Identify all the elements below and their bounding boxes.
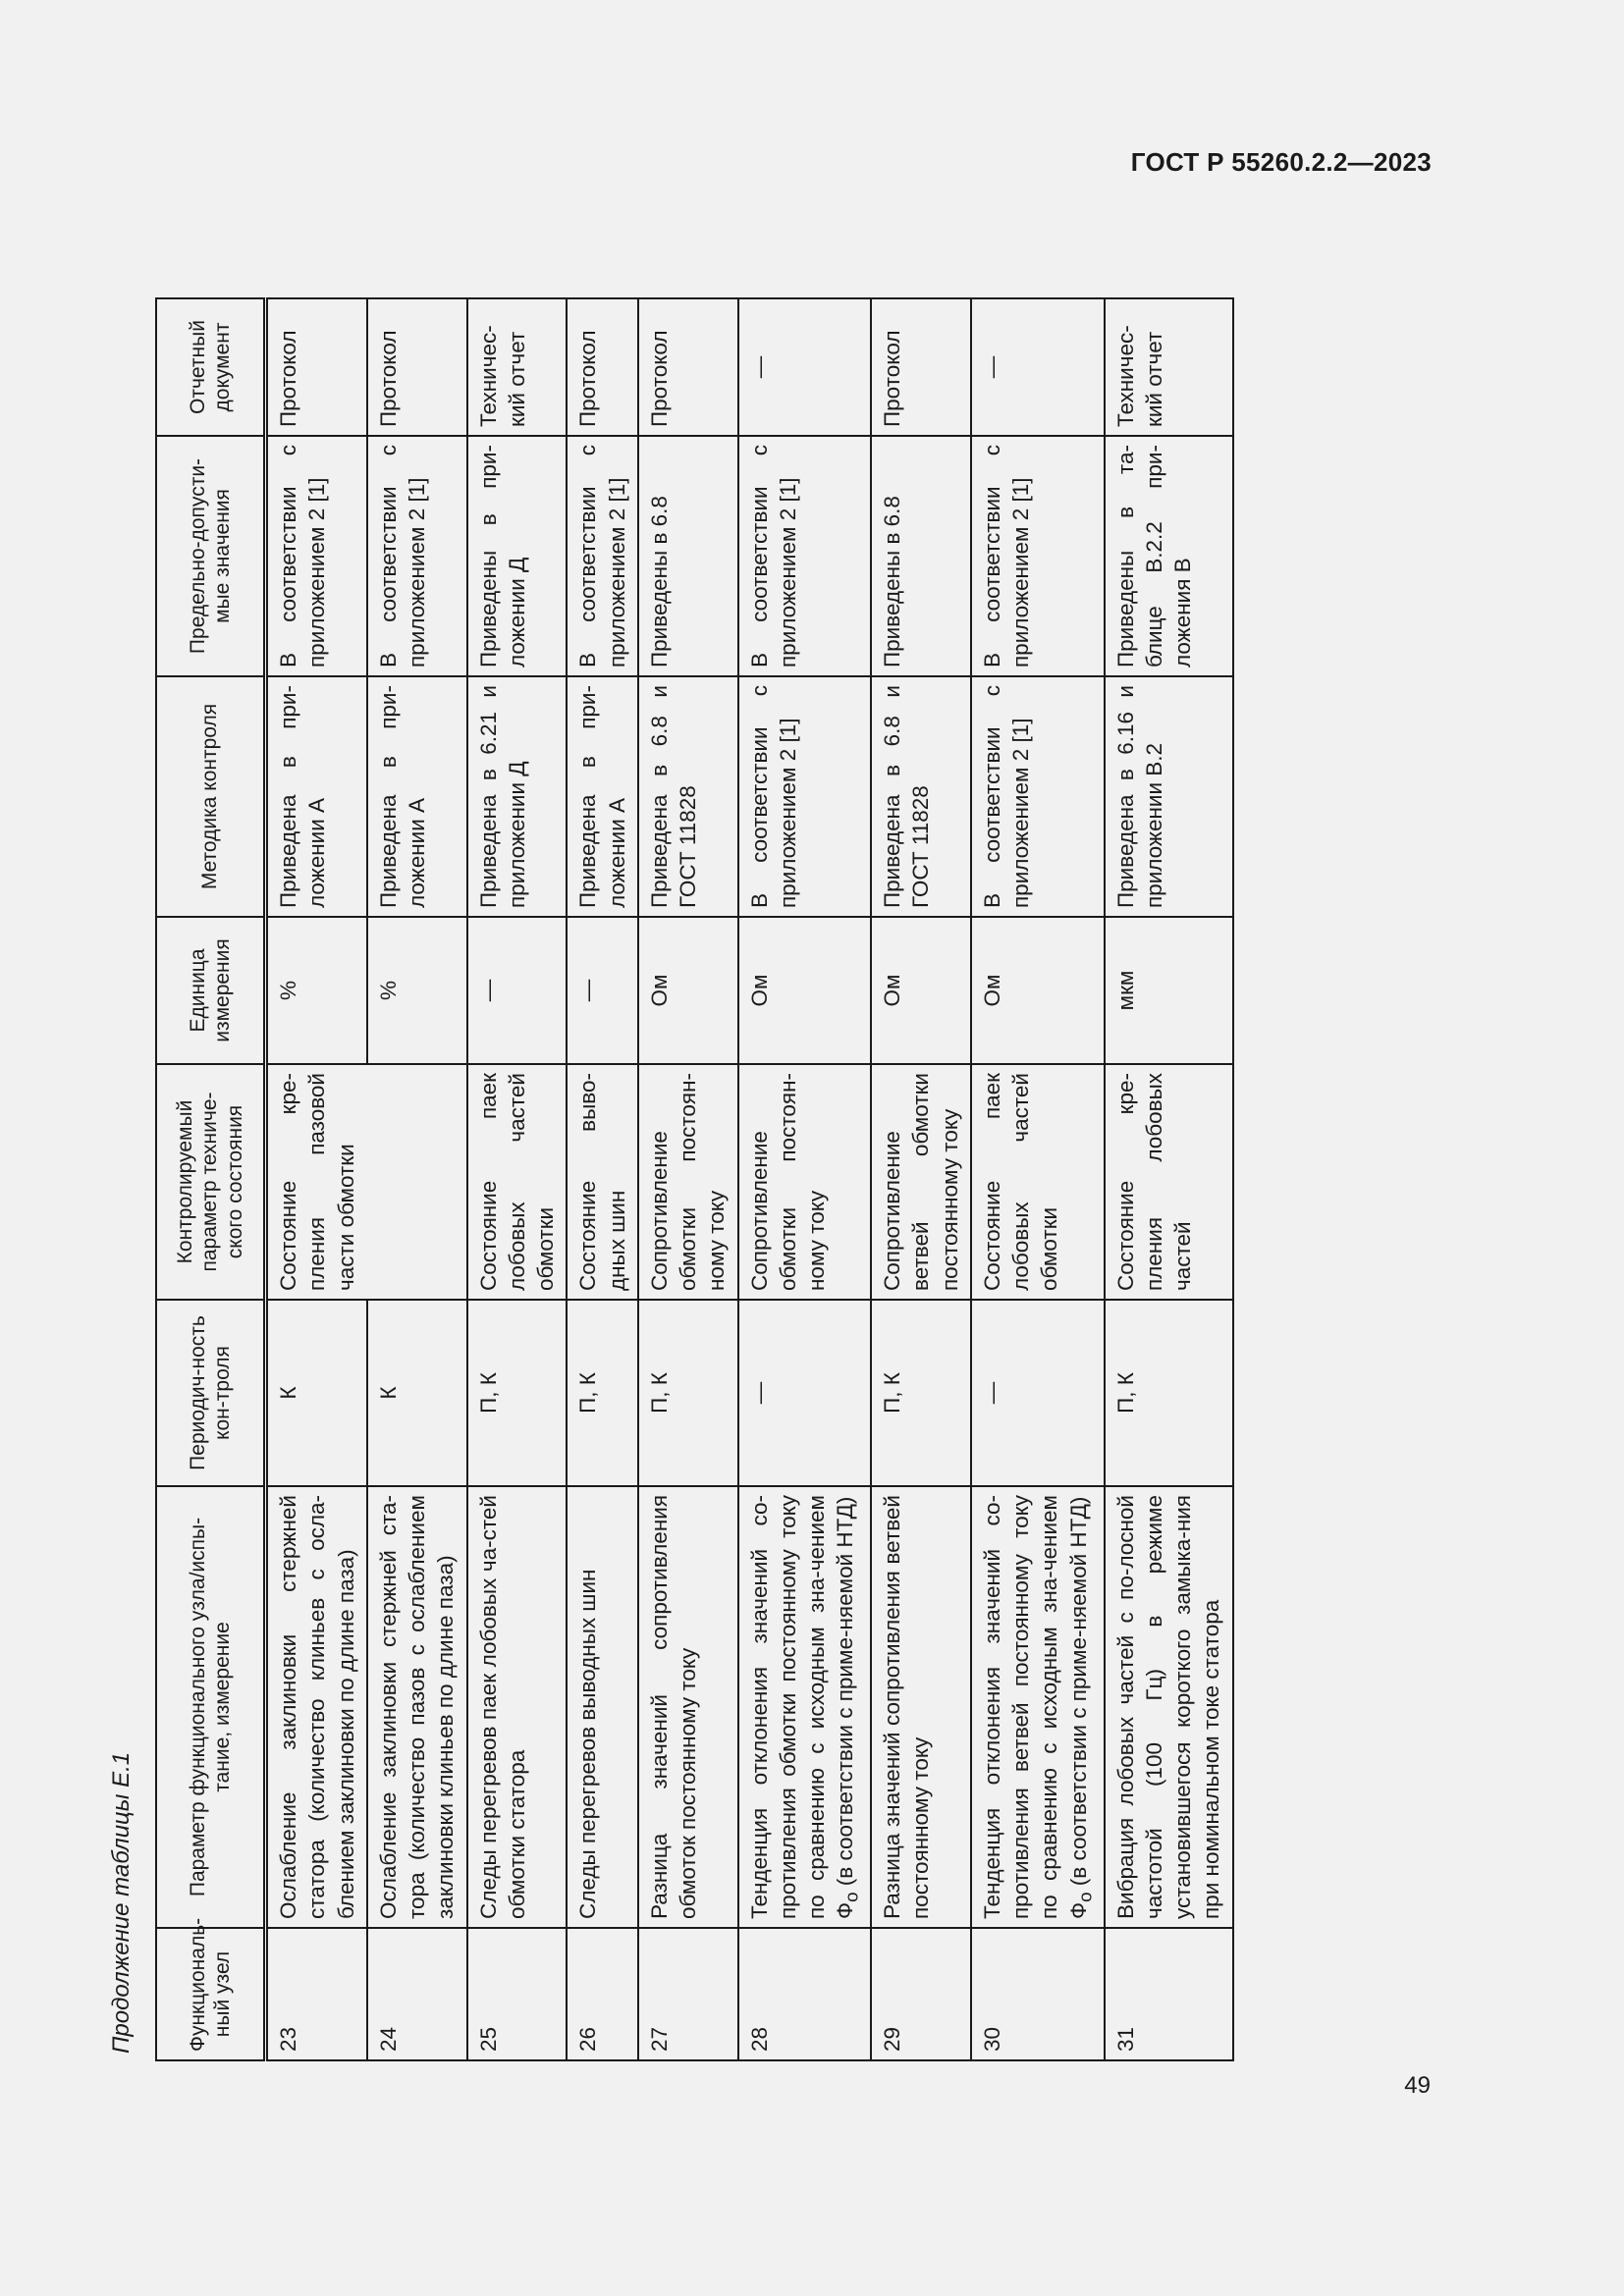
limits-cell: Приведены в та-блице В.2.2 при-ложения В bbox=[1105, 436, 1233, 676]
limits-cell: Приведены в при-ложении Д bbox=[467, 436, 568, 676]
limits-cell: В соответствии с приложением 2 [1] bbox=[266, 436, 367, 676]
unit-cell: % bbox=[367, 917, 467, 1064]
method-cell: Приведена в 6.16 и приложении В.2 bbox=[1105, 676, 1233, 917]
method-cell: Приведена в при-ложении А bbox=[266, 676, 367, 917]
period-cell: — bbox=[738, 1300, 872, 1486]
row-number: 29 bbox=[871, 1928, 971, 2060]
page-number: 49 bbox=[1404, 2072, 1431, 2099]
unit-cell: Ом bbox=[738, 917, 872, 1064]
param-cell bbox=[971, 1486, 1105, 1928]
limits-cell: Приведены в 6.8 bbox=[871, 436, 971, 676]
table-row bbox=[567, 298, 638, 2060]
column-header: Периодич-ность кон-троля bbox=[156, 1300, 266, 1486]
param-cell: Следы перегревов паек лобовых ча-стей обмотки статора bbox=[467, 1486, 568, 1928]
method-cell: Приведена в при-ложении А bbox=[567, 676, 638, 917]
table-row bbox=[971, 298, 1105, 2060]
param-cell: Ослабление заклиновки стержней статора (количество клиньев с осла-блением заклиновки по длине паза) bbox=[266, 1486, 367, 1928]
column-header: Предельно-допусти-мые значения bbox=[156, 436, 266, 676]
row-number: 23 bbox=[266, 1928, 367, 2060]
param-cell: Следы перегревов выводных шин bbox=[567, 1486, 638, 1928]
row-number: 27 bbox=[638, 1928, 738, 2060]
table-row bbox=[638, 298, 738, 2060]
controlled-param-cell: Состояние паек лобовых частей обмотки bbox=[971, 1064, 1105, 1300]
table-caption: Продолжение таблицы Е.1 bbox=[108, 1751, 135, 2054]
unit-cell: Ом bbox=[871, 917, 971, 1064]
row-number: 25 bbox=[467, 1928, 568, 2060]
limits-cell: В соответствии с приложением 2 [1] bbox=[971, 436, 1105, 676]
report-cell: Протокол bbox=[266, 298, 367, 436]
param-cell: Разница значений сопротивления ветвей постоянному току bbox=[871, 1486, 971, 1928]
row-number: 26 bbox=[567, 1928, 638, 2060]
limits-cell: В соответствии с приложением 2 [1] bbox=[367, 436, 467, 676]
report-cell: Протокол bbox=[567, 298, 638, 436]
period-cell: — bbox=[971, 1300, 1105, 1486]
controlled-param-cell: Состояние кре-пления лобовых частей bbox=[1105, 1064, 1233, 1300]
column-header: Контролируемый параметр техниче-ского состояния bbox=[156, 1064, 266, 1300]
method-cell: Приведена в 6.8 и ГОСТ 11828 bbox=[871, 676, 971, 917]
controlled-param-cell: Сопротивление обмотки постоян-ному току bbox=[738, 1064, 872, 1300]
column-header: Функциональ-ный узел bbox=[156, 1928, 266, 2060]
unit-cell: Ом bbox=[638, 917, 738, 1064]
row-number: 24 bbox=[367, 1928, 467, 2060]
param-text: Тенденция отклонения значений со-противления ветвей постоянному току по сравнению с исходным зна-чением Ф bbox=[979, 1495, 1091, 1919]
param-text-tail: (в соответствии с приме-няемой НТД) bbox=[1065, 1496, 1091, 1893]
method-cell: В соответствии с приложением 2 [1] bbox=[971, 676, 1105, 917]
table-row bbox=[871, 298, 971, 2060]
row-number: 28 bbox=[738, 1928, 872, 2060]
controlled-param-cell: Состояние выво-дных шин bbox=[567, 1064, 638, 1300]
param-cell: Вибрация лобовых частей с по-лосной частотой (100 Гц) в режиме установившегося короткого замыка-ния при номинальном токе статора bbox=[1105, 1486, 1233, 1928]
report-cell: — bbox=[738, 298, 872, 436]
controlled-param-cell: Состояние паек лобовых частей обмотки bbox=[467, 1064, 568, 1300]
report-cell: Протокол bbox=[638, 298, 738, 436]
unit-cell: мкм bbox=[1105, 917, 1233, 1064]
unit-cell: — bbox=[567, 917, 638, 1064]
period-cell: П, К bbox=[871, 1300, 971, 1486]
phi-subscript: о bbox=[1074, 1892, 1096, 1902]
unit-cell: Ом bbox=[971, 917, 1105, 1064]
table-row bbox=[266, 298, 367, 2060]
param-cell bbox=[738, 1486, 872, 1928]
period-cell: П, К bbox=[567, 1300, 638, 1486]
controlled-param-cell: Сопротивление обмотки постоян-ному току bbox=[638, 1064, 738, 1300]
rotated-table-block bbox=[98, 108, 1355, 2061]
period-cell: К bbox=[266, 1300, 367, 1486]
period-cell: П, К bbox=[638, 1300, 738, 1486]
period-cell: П, К bbox=[467, 1300, 568, 1486]
method-cell: Приведена в 6.8 и ГОСТ 11828 bbox=[638, 676, 738, 917]
report-cell: — bbox=[971, 298, 1105, 436]
limits-cell: Приведены в 6.8 bbox=[638, 436, 738, 676]
report-cell: Протокол bbox=[871, 298, 971, 436]
period-cell: К bbox=[367, 1300, 467, 1486]
column-header: Отчетный документ bbox=[156, 298, 266, 436]
param-text-tail: (в соответствии с приме-няемой НТД) bbox=[833, 1496, 858, 1893]
param-cell: Ослабление заклиновки стержней ста-тора (количество пазов с ослаблением заклиновки клиньев по длине паза) bbox=[367, 1486, 467, 1928]
report-cell: Техничес-кий отчет bbox=[1105, 298, 1233, 436]
unit-cell: % bbox=[266, 917, 367, 1064]
controlled-param-cell: Состояние кре-пления пазовой части обмотки bbox=[266, 1064, 467, 1300]
limits-cell: В соответствии с приложением 2 [1] bbox=[567, 436, 638, 676]
period-cell: П, К bbox=[1105, 1300, 1233, 1486]
phi-subscript: о bbox=[840, 1892, 862, 1902]
method-cell: Приведена в 6.21 и приложении Д bbox=[467, 676, 568, 917]
param-text: Тенденция отклонения значений со-противления обмотки постоянному току по сравнению с исходным зна-чением Ф bbox=[746, 1495, 858, 1919]
limits-cell: В соответствии с приложением 2 [1] bbox=[738, 436, 872, 676]
table-row bbox=[1105, 298, 1233, 2060]
column-header: Единица измерения bbox=[156, 917, 266, 1064]
data-table bbox=[155, 297, 1234, 2061]
table-header-row bbox=[156, 298, 266, 2060]
table-row bbox=[738, 298, 872, 2060]
document-code: ГОСТ Р 55260.2.2—2023 bbox=[1130, 147, 1432, 177]
controlled-param-cell: Сопротивление ветвей обмотки постоянному току bbox=[871, 1064, 971, 1300]
unit-cell: — bbox=[467, 917, 568, 1064]
column-header: Параметр функционального узла/испы-тание, измерение bbox=[156, 1486, 266, 1928]
method-cell: В соответствии с приложением 2 [1] bbox=[738, 676, 872, 917]
table-row bbox=[467, 298, 568, 2060]
row-number: 30 bbox=[971, 1928, 1105, 2060]
row-number: 31 bbox=[1105, 1928, 1233, 2060]
param-cell: Разница значений сопротивления обмоток постоянному току bbox=[638, 1486, 738, 1928]
report-cell: Протокол bbox=[367, 298, 467, 436]
report-cell: Техничес-кий отчет bbox=[467, 298, 568, 436]
method-cell: Приведена в при-ложении А bbox=[367, 676, 467, 917]
column-header: Методика контроля bbox=[156, 676, 266, 917]
